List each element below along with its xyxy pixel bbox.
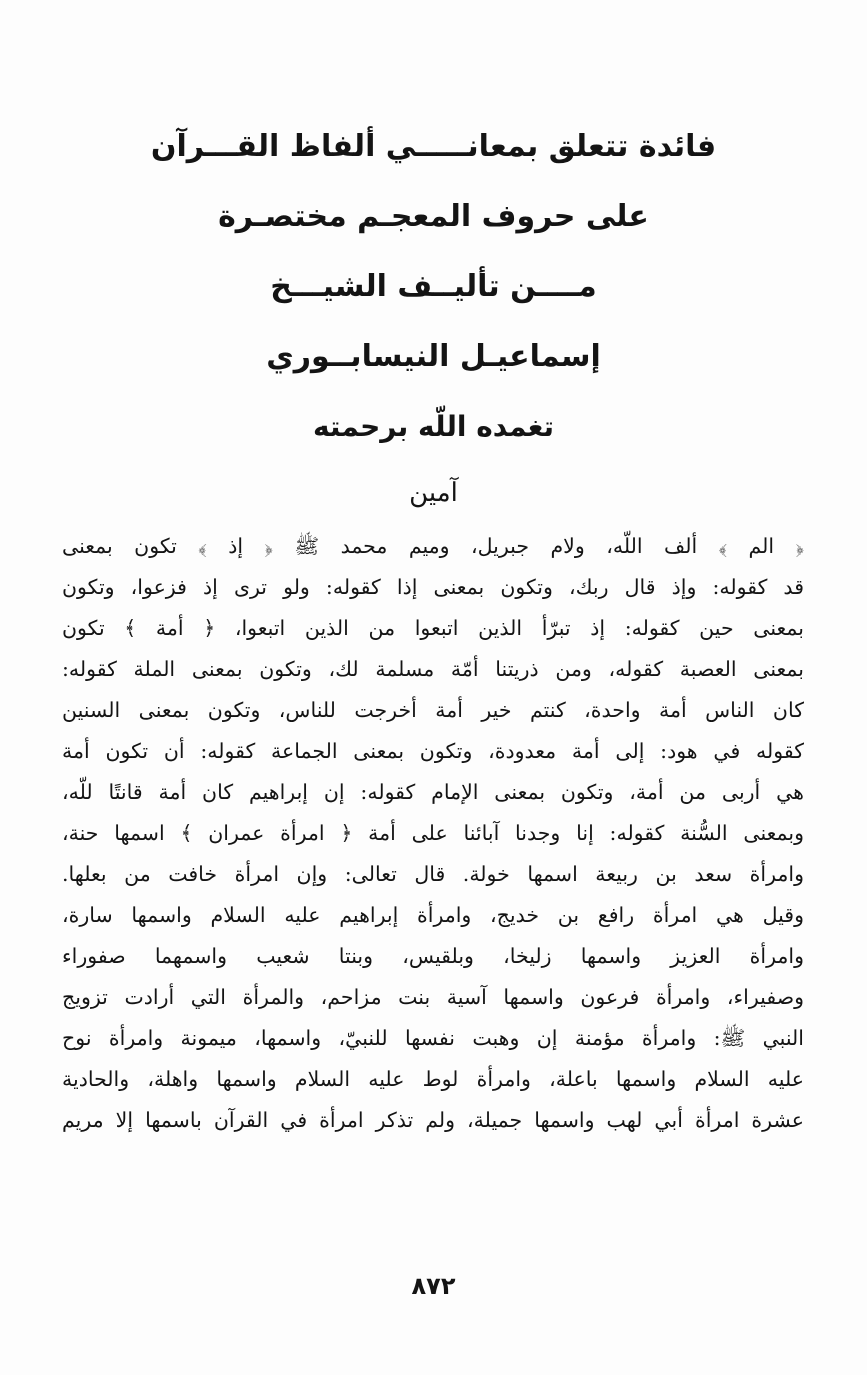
title-line-2: على حروف المعجـم مختصـرة [218,199,649,234]
body-line: كان الناس أمة واحدة، كنتم خير أمة أخرجت للناس، وتكون بمعنى السنين [62,698,804,722]
body-line: بمعنى العصبة كقوله، ومن ذريتنا أمّة مسلمة لك، وتكون بمعنى الملة كقوله: [62,657,804,681]
body-line: وبمعنى السُّنة كقوله: إنا وجدنا آبائنا على أمة ﴿ امرأة عمران ﴾ اسمها حنة، [62,821,804,845]
body-line: قد كقوله: وإذ قال ربك، وتكون بمعنى إذا كقوله: ولو ترى إذ فزعوا، وتكون [62,575,804,599]
invocation-line: تغمده اللّه برحمته [312,410,555,443]
body-line: وقيل هي امرأة رافع بن خديج، وامرأة إبراهيم عليه السلام واسمها سارة، [62,903,804,927]
amen-line: آمين [409,478,458,508]
page-number: ٨٧٢ [411,1272,456,1300]
body-line: عشرة امرأة أبي لهب واسمها جميلة، ولم تذكر امرأة في القرآن باسمها إلا مريم [62,1108,804,1132]
title-block [60,112,807,462]
author-name: إسماعيـل النيسابــوري [266,339,601,374]
body-line: وامرأة العزيز واسمها زليخا، وبلقيس، وبنتا شعيب واسمهما صفوراء [62,944,804,968]
body-line: ﴿ الم ﴾ ألف اللّه، ولام جبريل، وميم محمد ﷺ ﴿ إذ ﴾ تكون بمعنى [62,534,804,558]
body-line: عليه السلام واسمها باعلة، وامرأة لوط عليه السلام واسمها واهلة، والحادية [62,1067,804,1091]
body-line: كقوله في هود: إلى أمة معدودة، وتكون بمعنى الجماعة كقوله: أن تكون أمة [62,739,804,763]
title-line-1: فائدة تتعلق بمعانـــــي ألفاظ القـــرآن [150,129,717,164]
title-line-3: مــــن تأليــف الشيـــخ [270,269,597,304]
body-line: وامرأة سعد بن ربيعة اسمها خولة. قال تعالى: وإن امرأة خافت من بعلها. [62,862,804,886]
body-line: بمعنى حين كقوله: إذ تبرّأ الذين اتبعوا من الذين اتبعوا، ﴿ أمة ﴾ تكون [62,616,804,640]
body-line: هي أربى من أمة، وتكون بمعنى الإمام كقوله: إن إبراهيم كان أمة قانتًا للّه، [62,780,804,804]
body-line: وصفيراء، وامرأة فرعون واسمها آسية بنت مزاحم، والمرأة التي أرادت تزويج [62,985,804,1009]
body-line: النبي ﷺ: وامرأة مؤمنة إن وهبت نفسها للنبيّ، واسمها، ميمونة وامرأة نوح [62,1026,804,1050]
body-paragraph [62,526,804,1141]
